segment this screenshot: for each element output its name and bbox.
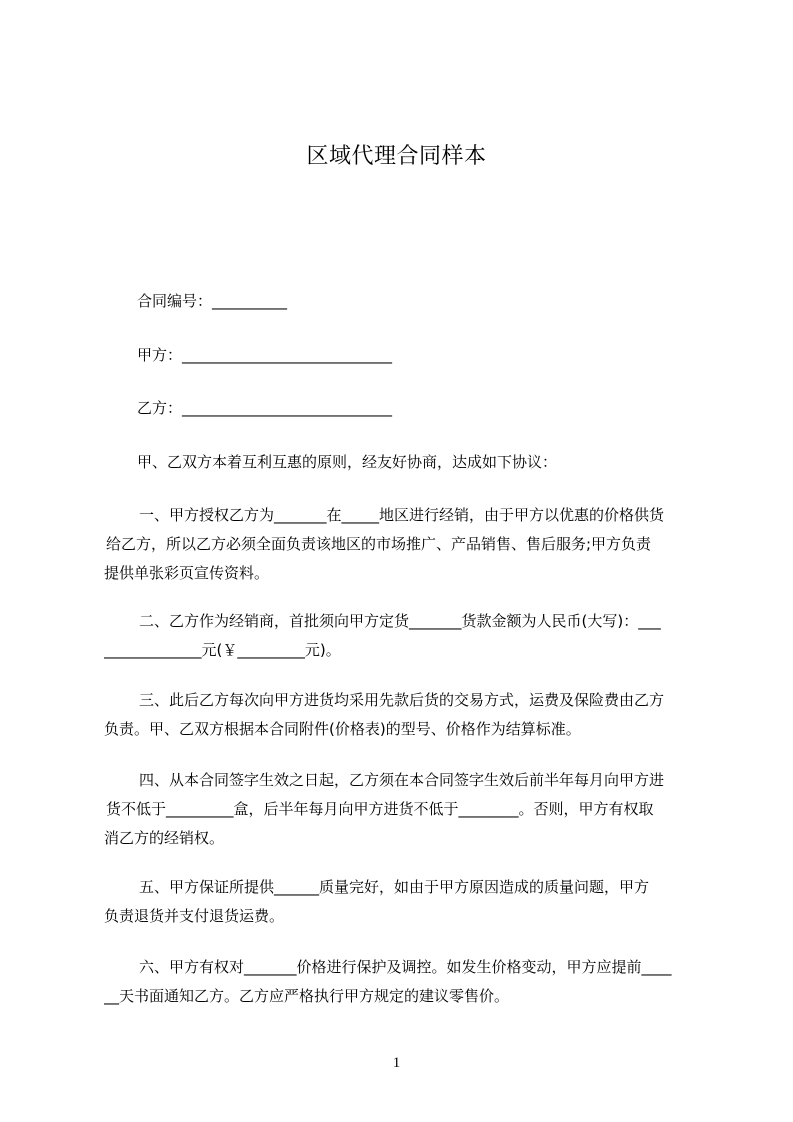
page-number: 1 [392, 1055, 401, 1071]
clause-6 [104, 953, 704, 1011]
contract-number-field: 合同编号：__________ [137, 292, 288, 310]
party-b-field: 乙方：____________________________ [137, 399, 393, 417]
clause-line: 三、此后乙方每次向甲方进货均采用先款后货的交易方式，运费及保险费由乙方 [139, 691, 665, 709]
party-a-field: 甲方：____________________________ [137, 346, 393, 364]
clause-line: 六、甲方有权对_______价格进行保护及调控。如发生价格变动，甲方应提前____ [139, 958, 672, 976]
clause-line: 提供单张彩页宣传资料。 [104, 564, 270, 582]
clause-4 [104, 766, 704, 853]
clause-5 [104, 873, 704, 931]
clause-line: 负责。甲、乙双方根据本合同附件(价格表)的型号、价格作为结算标准。 [104, 720, 581, 738]
clause-line: __天书面通知乙方。乙方应严格执行甲方规定的建议零售价。 [104, 987, 510, 1005]
document-title: 区域代理合同样本 [306, 144, 487, 169]
clause-line: 一、甲方授权乙方为_______在_____地区进行经销，由于甲方以优惠的价格供货 [139, 506, 665, 524]
clause-line: 二、乙方作为经销商，首批须向甲方定货_______货款金额为人民币(大写)：___ [139, 612, 661, 630]
clause-line: 给乙方，所以乙方必须全面负责该地区的市场推广、产品销售、售后服务;甲方负责 [106, 535, 652, 553]
clause-line: 消乙方的经销权。 [104, 829, 225, 847]
clause-line: 五、甲方保证所提供______质量完好，如由于甲方原因造成的质量问题，甲方 [139, 878, 650, 896]
clause-3 [104, 686, 704, 744]
preamble: 甲、乙双方本着互利互惠的原则，经友好协商，达成如下协议： [137, 453, 558, 471]
clause-line: 四、从本合同签字生效之日起，乙方须在本合同签字生效后前半年每月向甲方进 [139, 771, 665, 789]
clause-line: 负责退货并支付退货运费。 [104, 907, 285, 925]
clause-line: _____________元(￥_________元)。 [104, 641, 341, 659]
clause-1 [104, 501, 704, 588]
clause-2 [104, 607, 704, 665]
clause-line: 货不低于_________盒，后半年每月向甲方进货不低于________。否则，甲方有权取 [106, 800, 654, 818]
